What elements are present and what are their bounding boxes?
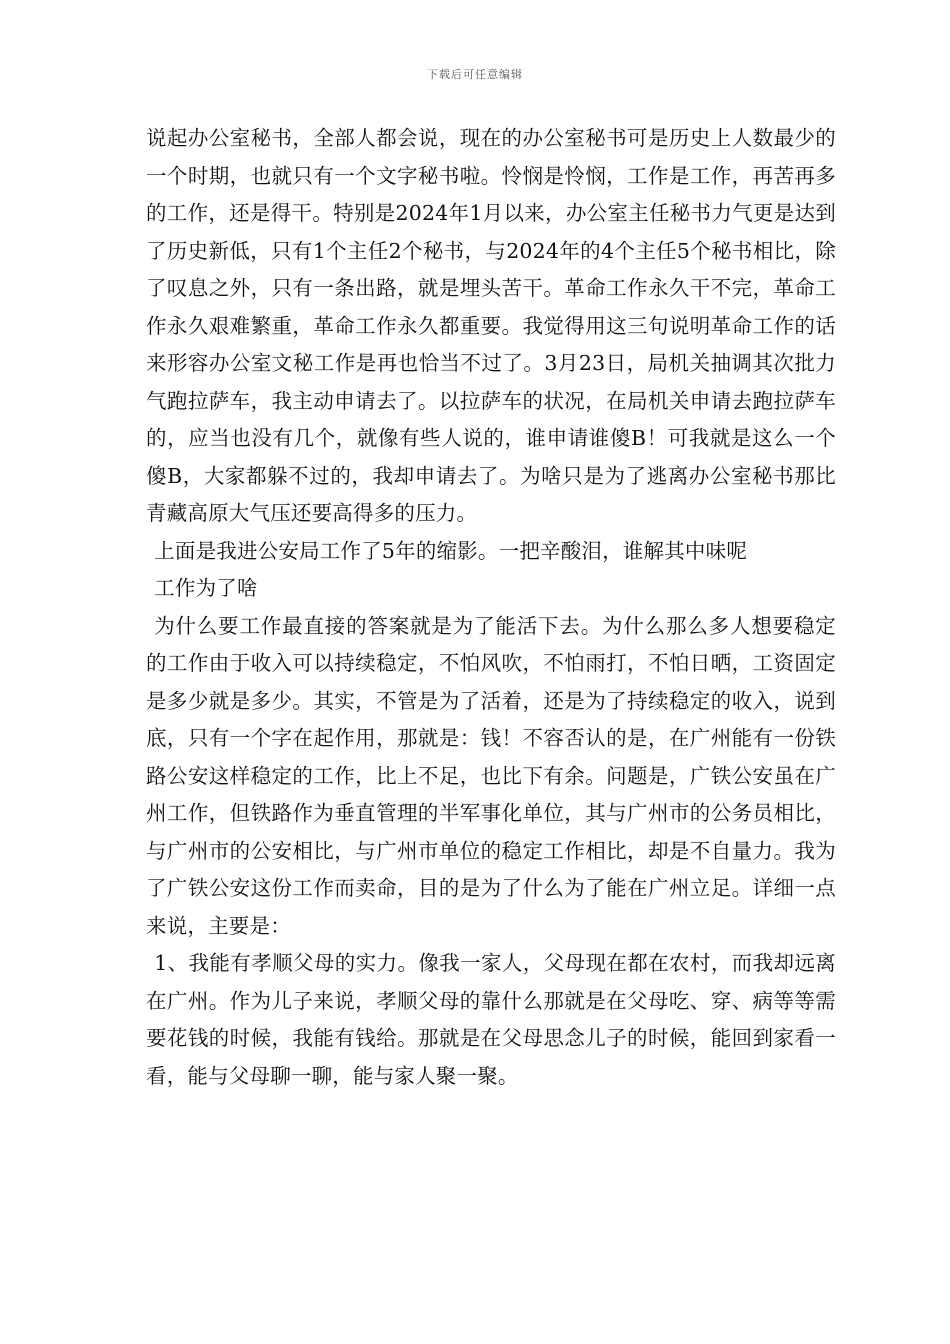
page-header: 下载后可任意编辑 xyxy=(427,68,523,81)
paragraph-office-secretary: 说起办公室秘书，全部人都会说，现在的办公室秘书可是历史上人数最少的一个时期，也就只有一个文字秘书啦。怜悯是怜悯，工作是工作，再苦再多的工作，还是得干。特别是2024年1月以来，办公室主任秘书力气更是达到了历史新低，只有1个主任2个秘书，与2024年的4个主任5个秘书相比，除了叹息之外，只有一条出路，就是埋头苦干。革命工作永久干不完，革命工作永久艰难繁重，革命工作永久都重要。我觉得用这三句说明革命工作的话来形容办公室文秘工作是再也恰当不过了。3月23日，局机关抽调其次批力气跑拉萨车，我主动申请去了。以拉萨车的状况，在局机关申请去跑拉萨车的，应当也没有几个，就像有些人说的，谁申请谁傻B！可我就是这么一个傻B，大家都躲不过的，我却申请去了。为啥只是为了逃离办公室秘书那比青藏高原大气压还要高得多的压力。 xyxy=(146,126,836,525)
paragraph-point-1: 1、我能有孝顺父母的实力。像我一家人，父母现在都在农村，而我却远离在广州。作为儿子来说，孝顺父母的靠什么那就是在父母吃、穿、病等等需要花钱的时候，我能有钱给。那就是在父母思念儿子的时候，能回到家看一看，能与父母聊一聊，能与家人聚一聚。 xyxy=(146,951,836,1088)
document-body xyxy=(146,120,836,1095)
paragraph-why-work: 为什么要工作最直接的答案就是为了能活下去。为什么那么多人想要稳定的工作由于收入可以持续稳定，不怕风吹，不怕雨打，不怕日晒，工资固定是多少就是多少。其实，不管是为了活着，还是为了持续稳定的收入，说到底，只有一个字在起作用，那就是：钱！不容否认的是，在广州能有一份铁路公安这样稳定的工作，比上不足，也比下有余。问题是，广铁公安虽在广州工作，但铁路作为垂直管理的半军事化单位，其与广州市的公务员相比，与广州市的公安相比，与广州市单位的稳定工作相比，却是不自量力。我为了广铁公安这份工作而卖命，目的是为了什么为了能在广州立足。详细一点来说，主要是： xyxy=(146,613,836,938)
section-heading: 工作为了啥 xyxy=(154,576,258,600)
paragraph-summary: 上面是我进公安局工作了5年的缩影。一把辛酸泪，谁解其中味呢 xyxy=(154,538,748,563)
